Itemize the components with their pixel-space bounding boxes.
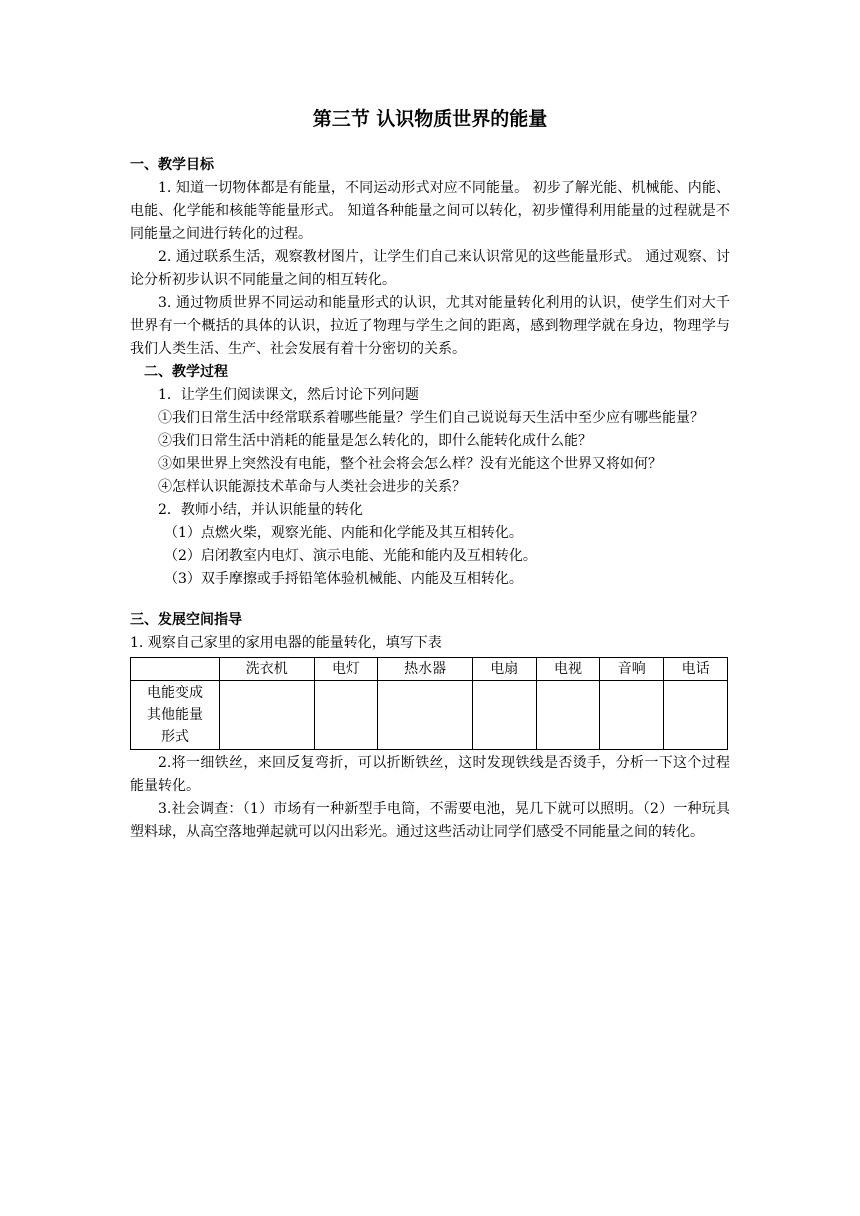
section-heading-teaching-goals: 一、教学目标	[130, 157, 214, 173]
paragraph-goal-3: 3. 通过物质世界不同运动和能量形式的认识，尤其对能量转化利用的认识，使学生们对大千世界有一个概括的具体的认识，拉近了物理与学生之间的距离，感到物理学就在身边，物理学与我们人类生活、生产、社会发展有着十分密切的关系。	[130, 295, 730, 357]
section-heading-teaching-process: 二、教学过程	[144, 364, 228, 380]
table-header-row	[131, 658, 728, 681]
question-1: ①我们日常生活中经常联系着哪些能量？学生们自己说说每天生活中至少应有哪些能量？	[158, 410, 704, 426]
table-row	[131, 681, 728, 750]
conversion-item-1: （1）点燃火柴，观察光能、内能和化学能及其互相转化。	[164, 525, 523, 541]
question-3: ③如果世界上突然没有电能，整个社会将会怎么样？没有光能这个世界又将如何？	[158, 456, 662, 472]
table-cell-empty	[378, 681, 473, 750]
conversion-item-2: （2）启闭教室内电灯、演示电能、光能和能内及互相转化。	[164, 548, 537, 564]
conversion-item-3: （3）双手摩擦或手捋铅笔体验机械能、内能及互相转化。	[164, 571, 523, 587]
table-header-cell: 电视	[536, 658, 600, 681]
question-4: ④怎样认识能源技术革命与人类社会进步的关系？	[158, 479, 466, 495]
table-header-cell: 热水器	[378, 658, 473, 681]
table-cell-empty	[314, 681, 378, 750]
question-2: ②我们日常生活中消耗的能量是怎么转化的，即什么能转化成什么能？	[158, 433, 592, 449]
paragraph-goal-2: 2. 通过联系生活，观察教材图片，让学生们自己来认识常见的这些能量形式。 通过观察、讨论分析初步认识不同能量之间的相互转化。	[130, 249, 730, 288]
appliance-energy-table	[130, 657, 728, 750]
table-cell-empty	[600, 681, 664, 750]
development-item-3: 3.社会调查：（1）市场有一种新型手电筒，不需要电池，晃几下就可以照明。（2）一种玩具塑料球，从高空落地弹起就可以闪出彩光。通过这些活动让同学们感受不同能量之间的转化。	[130, 801, 730, 840]
paragraph-goal-1: 1. 知道一切物体都是有能量，不同运动形式对应不同能量。 初步了解光能、机械能、内能、电能、化学能和核能等能量形式。 知道各种能量之间可以转化，初步懂得利用能量的过程就是不同能量之间进行转化的过程。	[130, 180, 730, 242]
development-item-2: 2.将一细铁丝，来回反复弯折，可以折断铁丝，这时发现铁线是否烫手，分析一下这个过程能量转化。	[130, 755, 730, 794]
development-item-1: 1. 观察自己家里的家用电器的能量转化，填写下表	[130, 635, 442, 651]
table-row-label	[131, 681, 220, 750]
table-header-cell: 电话	[664, 658, 728, 681]
table-cell-empty	[664, 681, 728, 750]
page-title: 第三节 认识物质世界的能量	[312, 108, 548, 130]
table-header-cell: 洗衣机	[220, 658, 315, 681]
process-item-2: 2．教师小结，并认识能量的转化	[158, 502, 363, 518]
table-corner-cell	[131, 658, 220, 681]
table-header-cell: 电扇	[472, 658, 536, 681]
row-label-line: 形式	[161, 729, 189, 745]
process-item-1: 1．让学生们阅读课文，然后讨论下列问题	[158, 387, 419, 403]
document-body	[130, 154, 730, 844]
table-header-cell: 电灯	[314, 658, 378, 681]
row-label-line: 其他能量	[147, 707, 203, 723]
row-label-line: 电能变成	[147, 685, 203, 701]
table-cell-empty	[536, 681, 600, 750]
section-heading-development: 三、发展空间指导	[130, 612, 242, 628]
table-header-cell: 音响	[600, 658, 664, 681]
table-cell-empty	[472, 681, 536, 750]
table-cell-empty	[220, 681, 315, 750]
